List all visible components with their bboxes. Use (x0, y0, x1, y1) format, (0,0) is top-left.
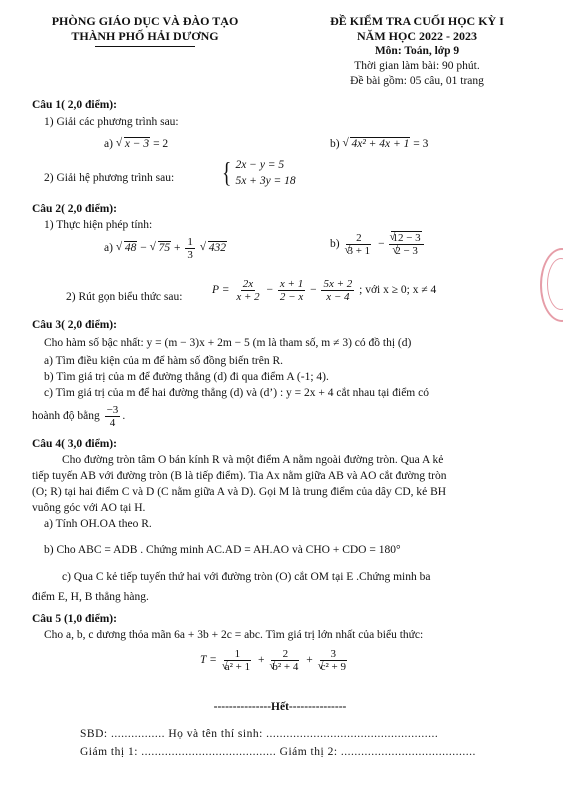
q1-b-equation (330, 137, 428, 151)
q1-a-radical: √ x − 3 (116, 137, 150, 151)
q1-a-equation (104, 137, 168, 151)
q3-intro: Cho hàm số bậc nhất: y = (m − 3)x + 2m − 5 (m là tham số, m ≠ 3) có đồ thị (d) (44, 337, 412, 349)
q2-b-label: b) (330, 238, 340, 251)
school-year: NĂM HỌC 2022 - 2023 (357, 29, 477, 43)
duration-line: Thời gian làm bài: 90 phút. (354, 60, 480, 72)
q5-t-expression: T = 1 √ a² + 1 + 2 √ b² + 4 + 3 √ c² + 9 (200, 648, 351, 673)
q1-a-rhs: = 2 (153, 138, 169, 150)
q2-b-expression: b) 2 √ 3 + 1 − √ 12 − 3 √ 2 − 3 (330, 232, 426, 257)
subject-line: Môn: Toán, lớp 9 (374, 45, 460, 57)
exam-title: ĐỀ KIỂM TRA CUỐI HỌC KỲ I (330, 14, 504, 28)
seal-stamp-icon (540, 248, 563, 322)
q1-part2: 2) Giải hệ phương trình sau: (44, 172, 175, 184)
q2-part1: 1) Thực hiện phép tính: (44, 219, 153, 231)
q5-title: Câu 5 (1,0 điểm): (32, 613, 117, 625)
system-eq2: 5x + 3y = 18 (235, 174, 296, 187)
department-line-2: THÀNH PHỐ HẢI DƯƠNG (71, 29, 219, 43)
q1-b-label: b) (330, 138, 340, 150)
q4-c1: c) Qua C kẻ tiếp tuyến thứ hai với đường tròn (O) cắt OM tại E .Chứng minh ba (62, 571, 431, 583)
composition-line: Đề bài gồm: 05 câu, 01 trang (350, 75, 484, 87)
q1-b-rhs: = 3 (413, 138, 429, 150)
q3-title: Câu 3( 2,0 điểm): (32, 319, 117, 331)
q1-title: Câu 1( 2,0 điểm): (32, 99, 117, 111)
q1-system (220, 158, 296, 189)
q2-title: Câu 2( 2,0 điểm): (32, 203, 117, 215)
department-line-1: PHÒNG GIÁO DỤC VÀ ĐÀO TẠO (51, 14, 239, 28)
system-eq1: 2x − y = 5 (235, 159, 285, 171)
q4-p4: vuông góc với AO tại H. (32, 502, 146, 514)
q4-p1: Cho đường tròn tâm O bán kính R và một điểm A nằm ngoài đường tròn. Qua A kẻ (62, 454, 444, 466)
q4-b: b) Cho ABC = ADB . Chứng minh AC.AD = AH.AO và CHO + CDO = 180° (44, 544, 401, 556)
q3-c: c) Tìm giá trị của m để hai đường thẳng (d) và (d’) : y = 2x + 4 cắt nhau tại điểm có (44, 387, 429, 399)
q2-a-label: a) (104, 242, 113, 255)
system-brace: { (222, 157, 232, 189)
q4-p3: (O; R) tại hai điểm C và D (C nằm giữa A và D). Gọi M là trung điểm của dây CD, kẻ BH (32, 486, 447, 498)
q4-title: Câu 4( 3,0 điểm): (32, 438, 117, 450)
q3-b: b) Tìm giá trị của m để đường thẳng (d) đi qua điểm A (-1; 4). (44, 371, 329, 383)
q2-a-expression: a) √ 48 − √ 75 + $\frac{1}{3}$ √ 432 (104, 236, 227, 261)
q3-c-continued: hoành độ bằng $\frac{-3}{4}$ . (32, 404, 126, 430)
sbd-line: SBD: ................ Họ và tên thí sinh: ................................................... (80, 728, 439, 740)
q1-a-label: a) (104, 138, 113, 150)
examiners-line: Giám thị 1: ........................................ Giám thị 2: ........................................ (80, 746, 476, 758)
q4-p2: tiếp tuyến AB với đường tròn (B là tiếp điểm). Tia Ax nằm giữa AB và AO cắt đường tròn (32, 470, 447, 482)
q4-a: a) Tính OH.OA theo R. (44, 518, 152, 530)
q2-p-expression: P = $\frac{2x}{x + 2}$ − $\frac{x + 1}{2 - x}$ − $\frac{5x + 2}{x - 4}$ ; với x ≥ 0; x ≠ 4 (212, 278, 437, 304)
q3-a: a) Tìm điều kiện của m để hàm số đồng biến trên R. (44, 355, 283, 367)
q2-part2: 2) Rút gọn biểu thức sau: (66, 291, 183, 303)
header-underline (95, 46, 195, 47)
q4-c2: điểm E, H, B thẳng hàng. (32, 591, 149, 603)
q1-b-radical: √ 4x² + 4x + 1 (342, 137, 410, 151)
end-marker: ---------------Hết--------------- (213, 701, 347, 713)
q1-part1: 1) Giải các phương trình sau: (44, 116, 179, 128)
q5-intro: Cho a, b, c dương thỏa mãn 6a + 3b + 2c = abc. Tìm giá trị lớn nhất của biểu thức: (44, 629, 424, 641)
